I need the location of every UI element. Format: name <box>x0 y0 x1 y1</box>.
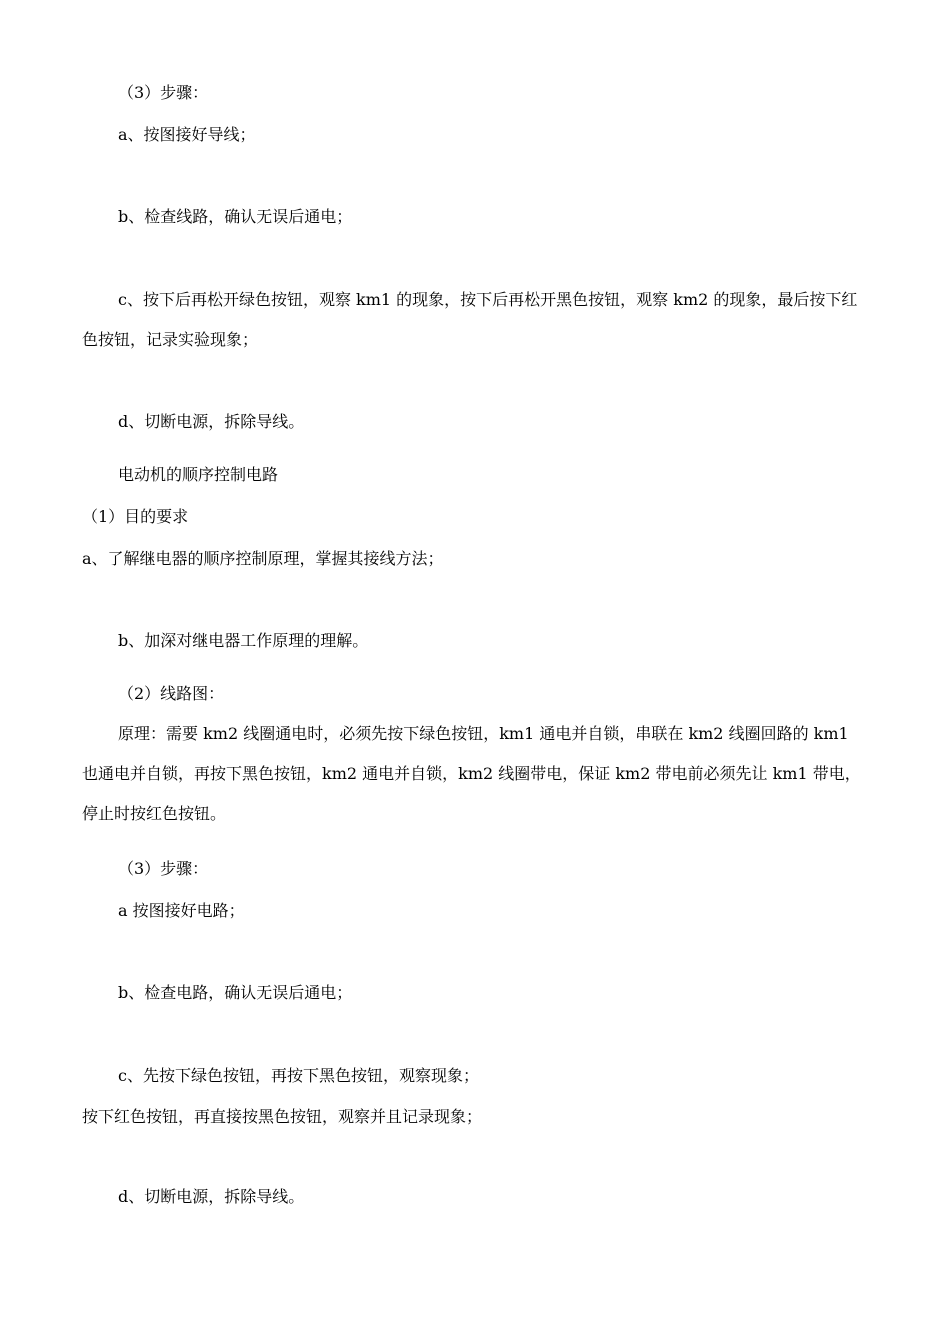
goal-a: a、了解继电器的顺序控制原理，掌握其接线方法； <box>82 549 444 568</box>
section-title: 电动机的顺序控制电路 <box>118 465 279 484</box>
goal-heading: （1）目的要求 <box>82 507 189 526</box>
step-c-2-continued: 按下红色按钮，再直接按黑色按钮，观察并且记录现象； <box>82 1107 483 1126</box>
step-a-2: a 按图接好电路； <box>118 901 245 920</box>
step-heading-2: （3）步骤： <box>118 859 209 878</box>
step-d: d、切断电源，拆除导线。 <box>118 412 305 431</box>
step-b-2: b、检查电路，确认无误后通电； <box>118 983 353 1002</box>
step-c-2: c、先按下绿色按钮，再按下黑色按钮，观察现象； <box>118 1066 479 1085</box>
step-c: c、按下后再松开绿色按钮，观察 km1 的现象，按下后再松开黑色按钮，观察 km2 的现象，最后按下红色按钮，记录实验现象； <box>82 290 858 349</box>
goal-b: b、加深对继电器工作原理的理解。 <box>118 631 369 650</box>
step-b: b、检查线路，确认无误后通电； <box>118 207 353 226</box>
diagram-heading: （2）线路图： <box>118 684 225 703</box>
step-heading: （3）步骤： <box>118 83 209 102</box>
step-d-2: d、切断电源，拆除导线。 <box>118 1187 305 1206</box>
step-a: a、按图接好导线； <box>118 125 256 144</box>
principle-paragraph: 原理：需要 km2 线圈通电时，必须先按下绿色按钮，km1 通电并自锁，串联在 km2 线圈回路的 km1 也通电并自锁，再按下黑色按钮，km2 通电并自锁，km2 线圈带电，保证 km2 带电前必须先让 km1 带电，停止时按红色按钮。 <box>82 724 861 823</box>
